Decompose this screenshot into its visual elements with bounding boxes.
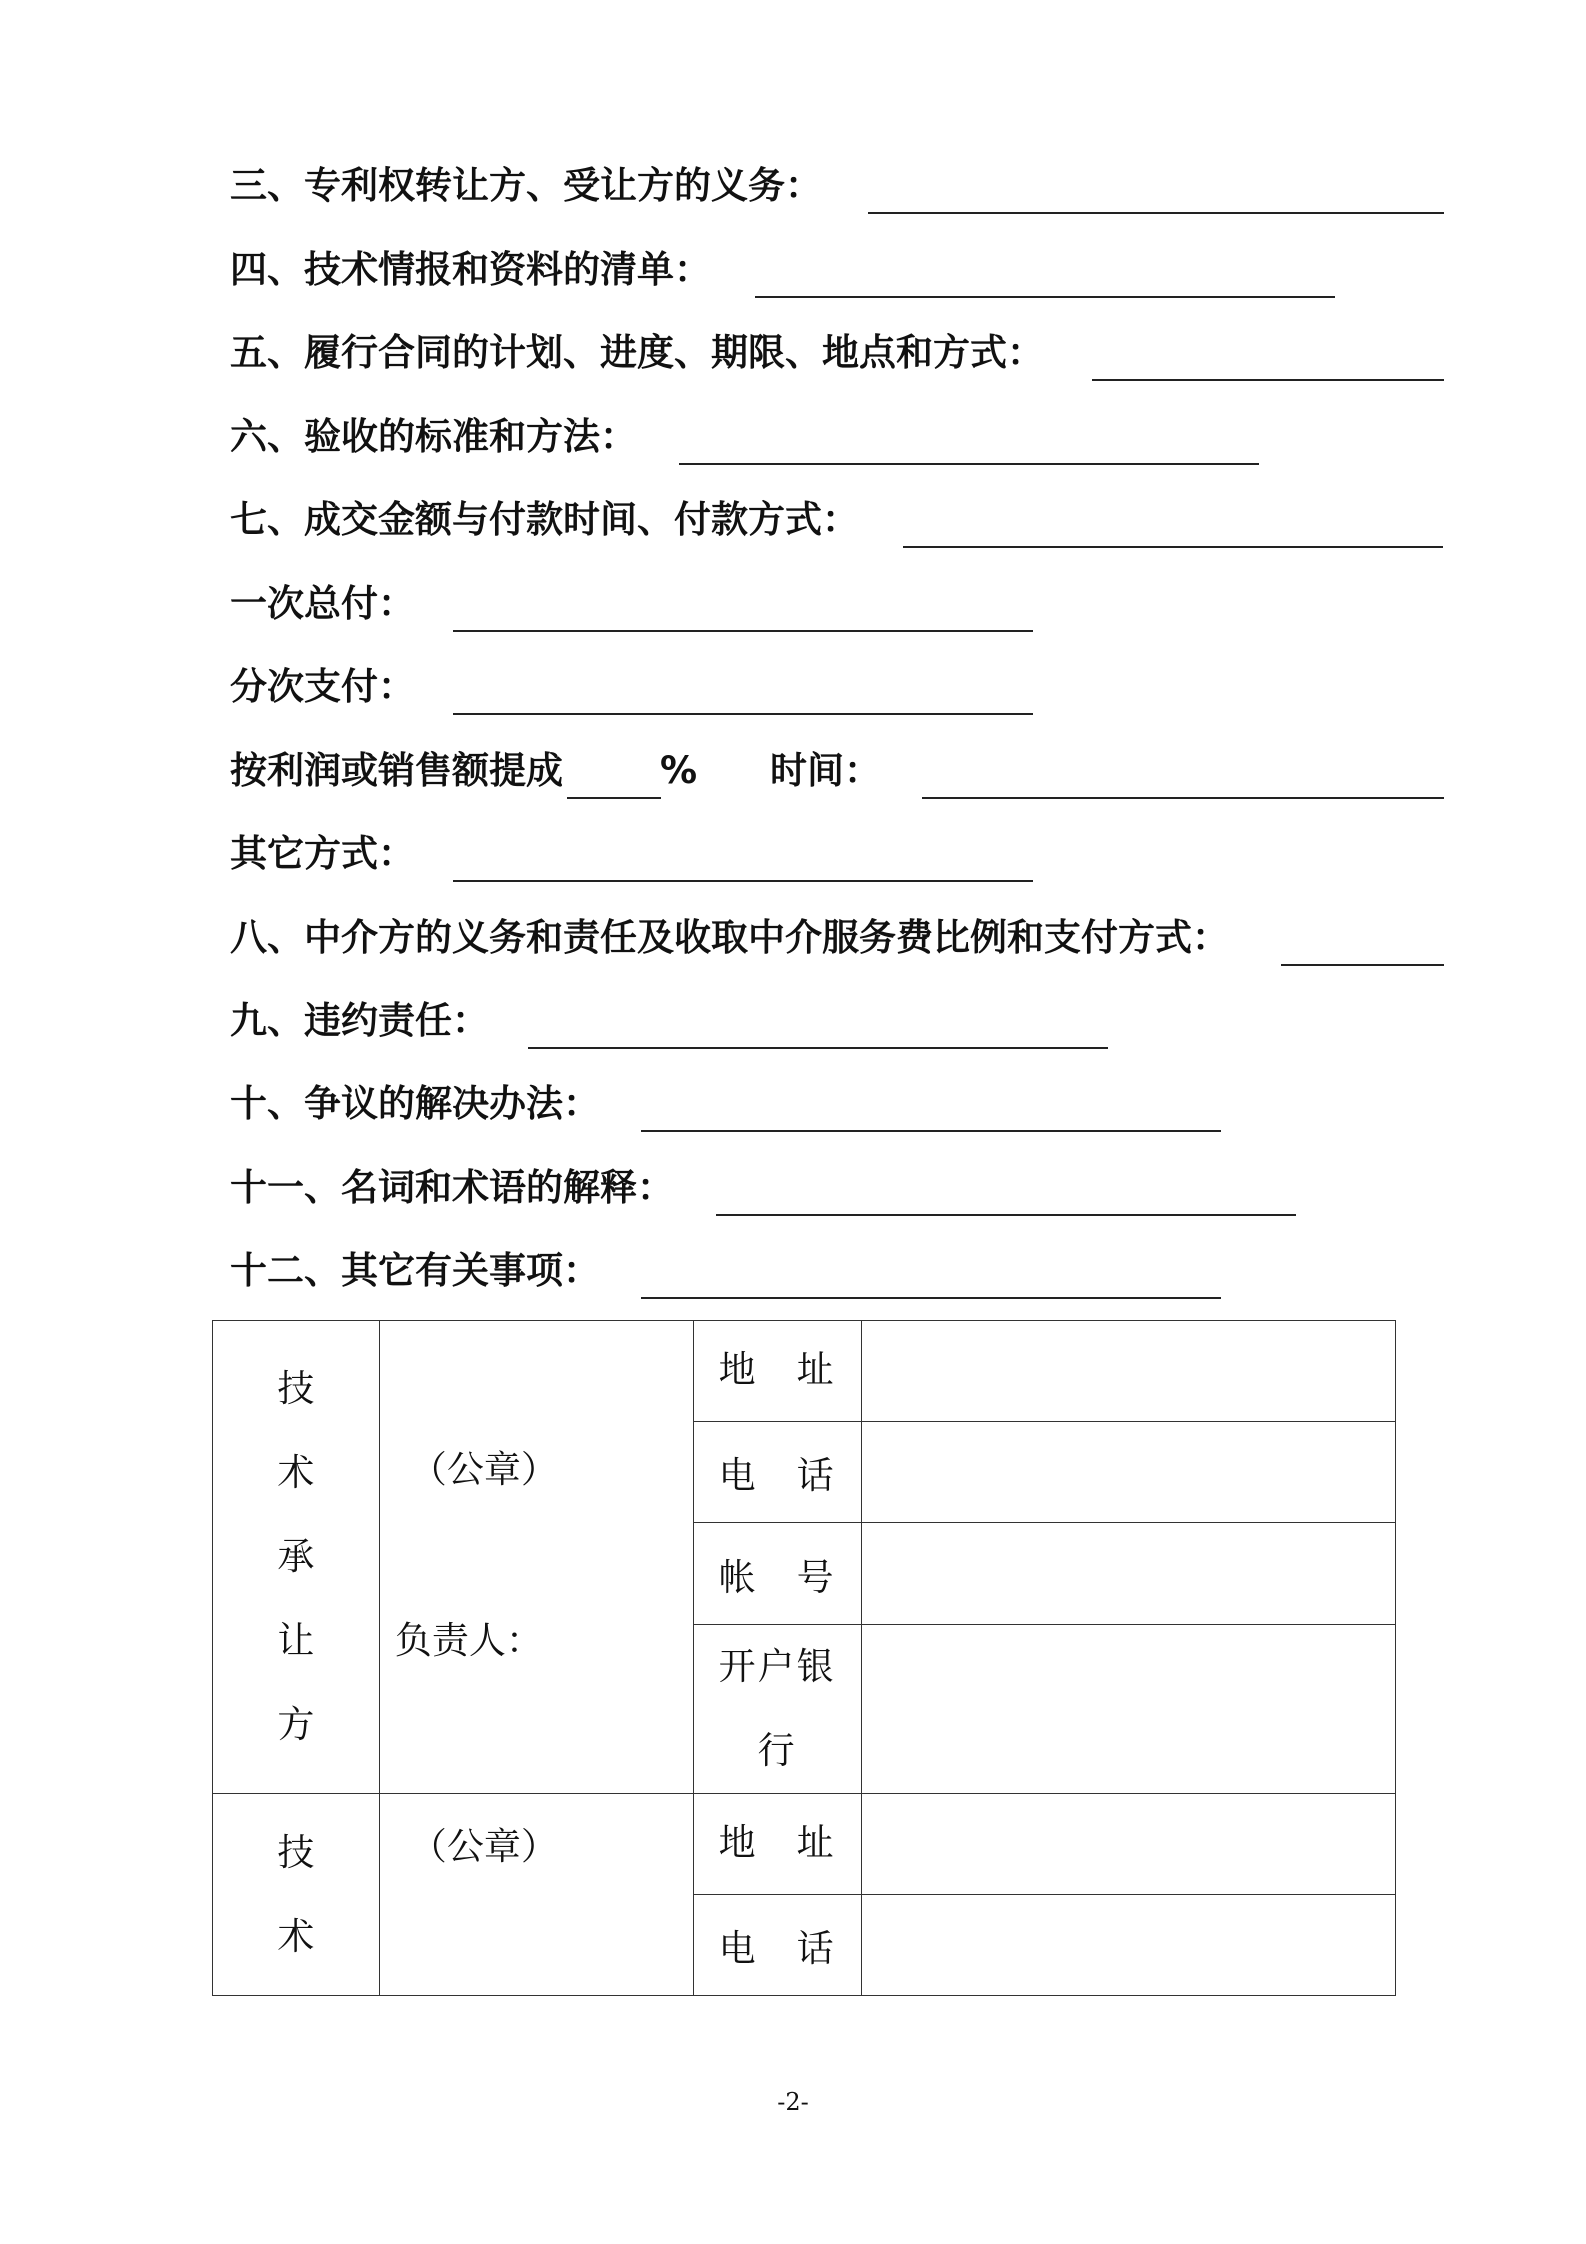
- clause-9-blank[interactable]: [528, 1047, 1108, 1049]
- party2-vertical-label: 技 术: [213, 1794, 380, 1996]
- clause-6-blank[interactable]: [679, 463, 1259, 465]
- clause-8-blank[interactable]: [1281, 964, 1444, 966]
- clause-3: 三、专利权转让方、受让方的义务：: [230, 164, 822, 207]
- percent-sign: %: [660, 749, 698, 792]
- clause-11: 十一、名词和术语的解释：: [230, 1166, 674, 1209]
- clause-3-blank[interactable]: [868, 212, 1444, 214]
- clause-11-blank[interactable]: [716, 1214, 1296, 1216]
- transferor-seal-cell[interactable]: [379, 1321, 693, 1794]
- responsible-person-label: 负责人：: [394, 1619, 543, 1662]
- signature-table: [212, 1320, 1396, 1996]
- clause-10-blank[interactable]: [641, 1130, 1221, 1132]
- clause-9: 九、违约责任：: [230, 999, 489, 1042]
- clause-4-blank[interactable]: [755, 296, 1335, 298]
- party2-seal-cell[interactable]: [379, 1794, 693, 1996]
- installment-blank[interactable]: [453, 713, 1033, 715]
- other-method-label: 其它方式：: [230, 832, 415, 875]
- seal-label: （公章）: [409, 1825, 558, 1868]
- other-method-blank[interactable]: [453, 880, 1033, 882]
- phone-label: 电 话: [693, 1895, 861, 1996]
- phone-label: 电 话: [693, 1422, 861, 1523]
- phone-value[interactable]: [861, 1422, 1395, 1523]
- time-blank[interactable]: [922, 797, 1444, 799]
- lump-sum-blank[interactable]: [453, 630, 1033, 632]
- lump-sum-label: 一次总付：: [230, 582, 415, 625]
- transferor-vertical-label: 技 术 承 让 方: [213, 1321, 380, 1794]
- address-label: 地 址: [693, 1321, 861, 1422]
- address-value[interactable]: [861, 1794, 1395, 1895]
- page-number: -2-: [777, 2088, 809, 2116]
- bank-label: 开户银行: [693, 1625, 861, 1794]
- royalty-label: 按利润或销售额提成: [230, 749, 563, 792]
- bank-value[interactable]: [861, 1625, 1395, 1794]
- account-label: 帐 号: [693, 1523, 861, 1625]
- clause-7: 七、成交金额与付款时间、付款方式：: [230, 498, 859, 541]
- clause-5-blank[interactable]: [1092, 379, 1444, 381]
- clause-8: 八、中介方的义务和责任及收取中介服务费比例和支付方式：: [230, 916, 1229, 959]
- phone-value[interactable]: [861, 1895, 1395, 1996]
- address-value[interactable]: [861, 1321, 1395, 1422]
- clause-6: 六、验收的标准和方法：: [230, 415, 637, 458]
- time-label: 时间：: [770, 749, 881, 792]
- account-value[interactable]: [861, 1523, 1395, 1625]
- installment-label: 分次支付：: [230, 665, 415, 708]
- clause-12-blank[interactable]: [641, 1297, 1221, 1299]
- royalty-percent-blank[interactable]: [567, 797, 661, 799]
- clause-12: 十二、其它有关事项：: [230, 1249, 600, 1292]
- clause-5: 五、履行合同的计划、进度、期限、地点和方式：: [230, 331, 1044, 374]
- clause-4: 四、技术情报和资料的清单：: [230, 248, 711, 291]
- clause-10: 十、争议的解决办法：: [230, 1082, 600, 1125]
- clause-7-blank[interactable]: [903, 546, 1443, 548]
- seal-label: （公章）: [409, 1448, 558, 1491]
- address-label: 地 址: [693, 1794, 861, 1895]
